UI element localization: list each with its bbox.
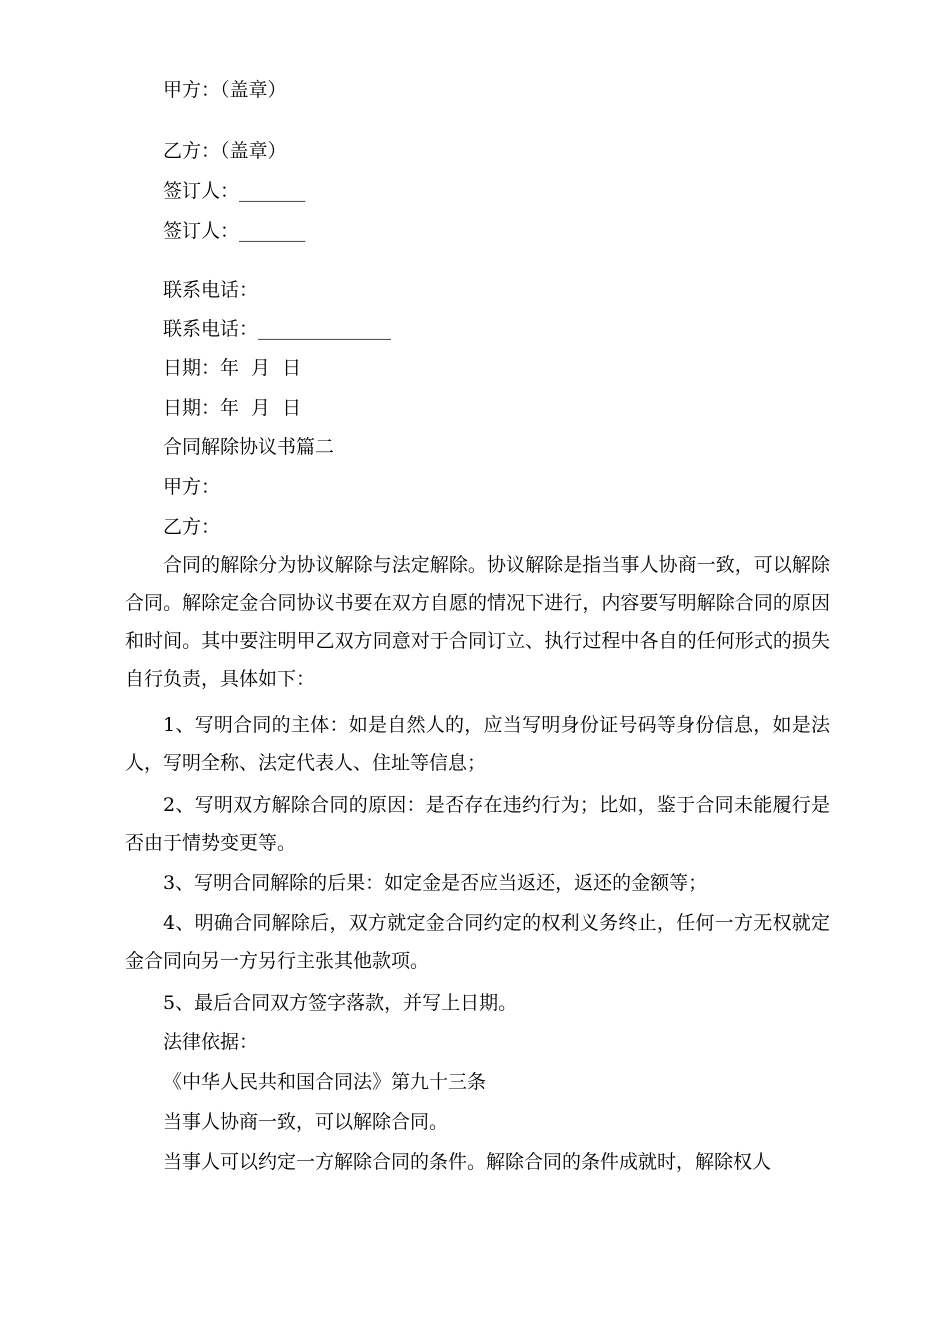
date-line-1: 日期：年 月 日 — [163, 357, 302, 379]
date-line-2: 日期：年 月 日 — [163, 397, 302, 419]
law-text-line-1: 当事人协商一致，可以解除合同。 — [163, 1111, 449, 1133]
party-b-seal-line: 乙方：（盖章） — [163, 140, 287, 162]
intro-paragraph: 合同的解除分为协议解除与法定解除。协议解除是指当事人协商一致，可以解除合同。解除定金合同协议书要在双方自愿的情况下进行，内容要写明解除合同的原因和时间。其中要注明甲乙双方同意对于合同订立、执行过程中各自的任何形式的损失自行负责，具体如下： — [125, 554, 830, 690]
list-item-2: 2、写明双方解除合同的原因：是否存在违约行为；比如，鉴于合同未能履行是否由于情势变更等。 — [125, 794, 830, 854]
legal-basis-label: 法律依据： — [163, 1031, 259, 1053]
law-text-line-2: 当事人可以约定一方解除合同的条件。解除合同的条件成就时，解除权人 — [163, 1151, 772, 1173]
list-item-1: 1、写明合同的主体：如是自然人的，应当写明身份证号码等身份信息，如是法人，写明全称、法定代表人、住址等信息； — [125, 714, 830, 774]
party-a-seal-line: 甲方：（盖章） — [163, 79, 287, 101]
party-a-line: 甲方： — [163, 476, 221, 498]
section-title: 合同解除协议书篇二 — [163, 436, 335, 458]
list-item-4: 4、明确合同解除后，双方就定金合同约定的权利义务终止，任何一方无权就定金合同向另一方另行主张其他款项。 — [125, 912, 830, 972]
law-title: 《中华人民共和国合同法》第九十三条 — [163, 1071, 487, 1093]
signatory-line-2: 签订人：_______ — [163, 220, 306, 242]
signatory-line-1: 签订人：_______ — [163, 180, 306, 202]
list-item-3: 3、写明合同解除的后果：如定金是否应当返还，返还的金额等； — [163, 872, 708, 894]
party-b-line: 乙方： — [163, 516, 221, 538]
list-item-5: 5、最后合同双方签字落款，并写上日期。 — [163, 992, 518, 1014]
phone-line-1: 联系电话： — [163, 279, 259, 301]
phone-line-2: 联系电话：______________ — [163, 318, 392, 340]
